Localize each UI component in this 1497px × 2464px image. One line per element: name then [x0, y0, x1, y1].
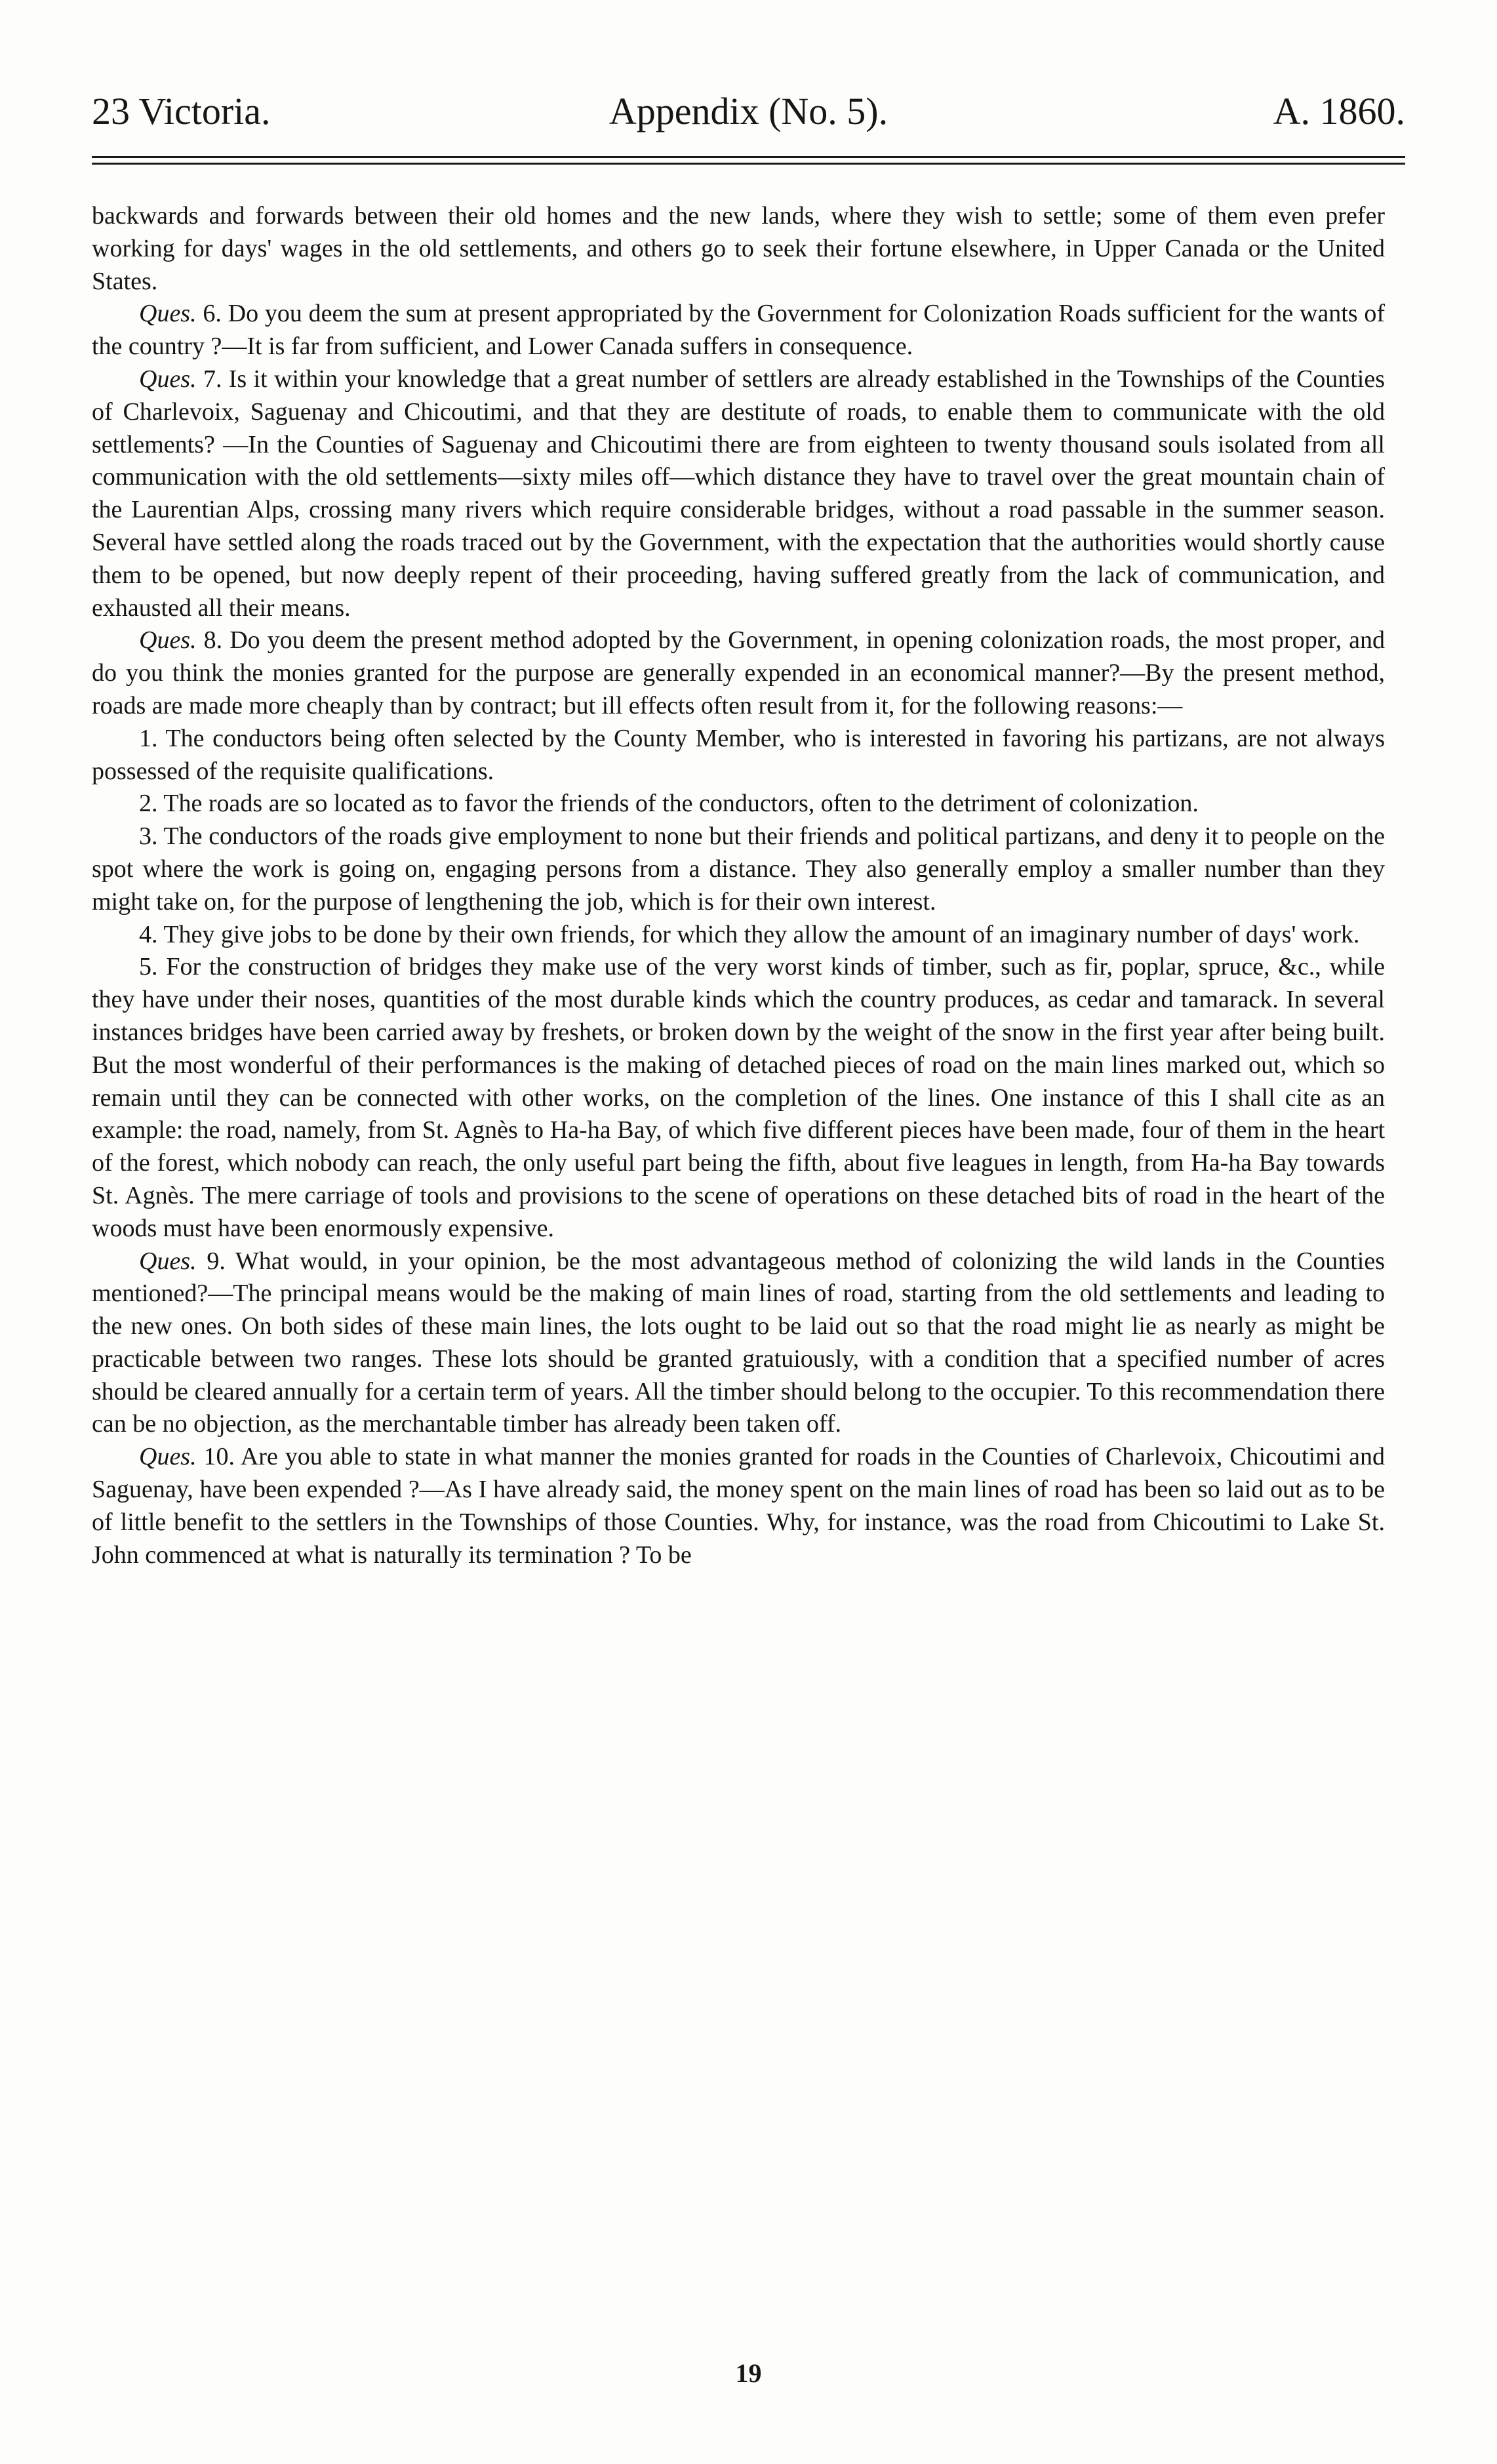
header-rule-top — [92, 156, 1405, 158]
question-text: 6. Do you deem the sum at present appropriated by the Government for Colonization Roads sufficient for the wants of the country ?—It is far from sufficient, and Lower Canada suffers in consequence. — [92, 300, 1385, 361]
question-label: Ques. — [139, 626, 197, 655]
header-session: 23 Victoria. — [92, 90, 271, 132]
header-appendix: Appendix (No. 5). — [609, 90, 888, 132]
page-number: 19 — [735, 2358, 762, 2388]
reason-2: 2. The roads are so located as to favor the friends of the conductors, often to the detriment of colonization. — [139, 790, 1199, 818]
reason-1: 1. The conductors being often selected by the County Member, who is interested in favoring his partizans, are not always possessed of the requisite qualifications. — [92, 724, 1385, 785]
header-year: A. 1860. — [1273, 90, 1405, 132]
paragraph-continuation: backwards and forwards between their old homes and the new lands, where they wish to settle; some of them even prefer working for days' wages in the old settlements, and others go to seek their fortune elsewhere, in Upper Canada or the United States. — [92, 202, 1385, 295]
body-text — [92, 200, 1385, 1571]
question-label: Ques. — [139, 1247, 197, 1275]
question-10 — [92, 1441, 1385, 1571]
page-header — [92, 85, 1405, 138]
question-8 — [92, 624, 1385, 722]
question-text: 8. Do you deem the present method adopted by the Government, in opening colonization roads, the most proper, and do you think the monies granted for the purpose are generally expended in an economical manner?—By the present method, roads are made more cheaply than by contract; but ill effects often result from it, for the following reasons:— — [92, 626, 1385, 719]
question-label: Ques. — [139, 1443, 197, 1471]
question-text: 7. Is it within your knowledge that a great number of settlers are already established in the Townships of the Counties of Charlevoix, Saguenay and Chicoutimi, and that they are destitute of roads, to enable them to communicate with the old settlements? —In the Counties of Saguenay and Chicoutimi there are from eighteen to twenty thousand souls isolated from all communication with the old settlements—sixty miles off—which distance they have to travel over the great mountain chain of the Laurentian Alps, crossing many rivers which require considerable bridges, without a road passable in the summer season. Several have settled along the roads traced out by the Government, with the expectation that the authorities would shortly cause them to be opened, but now deeply repent of their proceeding, having suffered greatly from the lack of communication, and exhausted all their means. — [92, 365, 1385, 622]
question-label: Ques. — [139, 365, 197, 393]
reason-3: 3. The conductors of the roads give employment to none but their friends and political partizans, and deny it to people on the spot where the work is going on, engaging persons from a distance. They also generally employ a smaller number than they might take on, for the purpose of lengthening the job, which is for their own interest. — [92, 822, 1385, 916]
reason-5: 5. For the construction of bridges they make use of the very worst kinds of timber, such as fir, poplar, spruce, &c., while they have under their noses, quantities of the most durable kinds which the country produces, as cedar and tamarack. In several instances bridges have been carried away by freshets, or broken down by the weight of the snow in the first year after being built. But the most wonderful of their performances is the making of detached pieces of road on the main lines marked out, which so remain until they can be connected with other works, on the completion of the lines. One instance of this I shall cite as an example: the road, namely, from St. Agnès to Ha-ha Bay, of which five different pieces have been made, four of them in the heart of the forest, which nobody can reach, the only useful part being the fifth, about five leagues in length, from Ha-ha Bay towards St. Agnès. The mere carriage of tools and provisions to the scene of operations on these detached bits of road in the heart of the woods must have been enormously expensive. — [92, 953, 1385, 1242]
reason-4: 4. They give jobs to be done by their own friends, for which they allow the amount of an imaginary number of days' work. — [139, 920, 1360, 948]
question-7 — [92, 363, 1385, 624]
question-label: Ques. — [139, 300, 197, 328]
question-text: 9. What would, in your opinion, be the most advantageous method of colonizing the wild lands in the Counties mentioned?—The principal means would be the making of main lines of road, starting from the old settlements and leading to the new ones. On both sides of these main lines, the lots ought to be laid out so that the road might lie as nearly as might be practicable between two ranges. These lots should be granted gratuiously, with a condition that a specified number of acres should be cleared annually for a certain term of years. All the timber should belong to the occupier. To this recommendation there can be no objection, as the merchantable timber has already been taken off. — [92, 1247, 1385, 1438]
question-9 — [92, 1245, 1385, 1442]
question-6 — [92, 298, 1385, 363]
header-rule-bottom — [92, 163, 1405, 165]
question-text: 10. Are you able to state in what manner the monies granted for roads in the Counties of Charlevoix, Chicoutimi and Saguenay, have been expended ?—As I have already said, the money spent on the main lines of road has been so laid out as to be of little benefit to the settlers in the Townships of those Counties. Why, for instance, was the road from Chicoutimi to Lake St. John commenced at what is naturally its termination ? To be — [92, 1443, 1385, 1569]
